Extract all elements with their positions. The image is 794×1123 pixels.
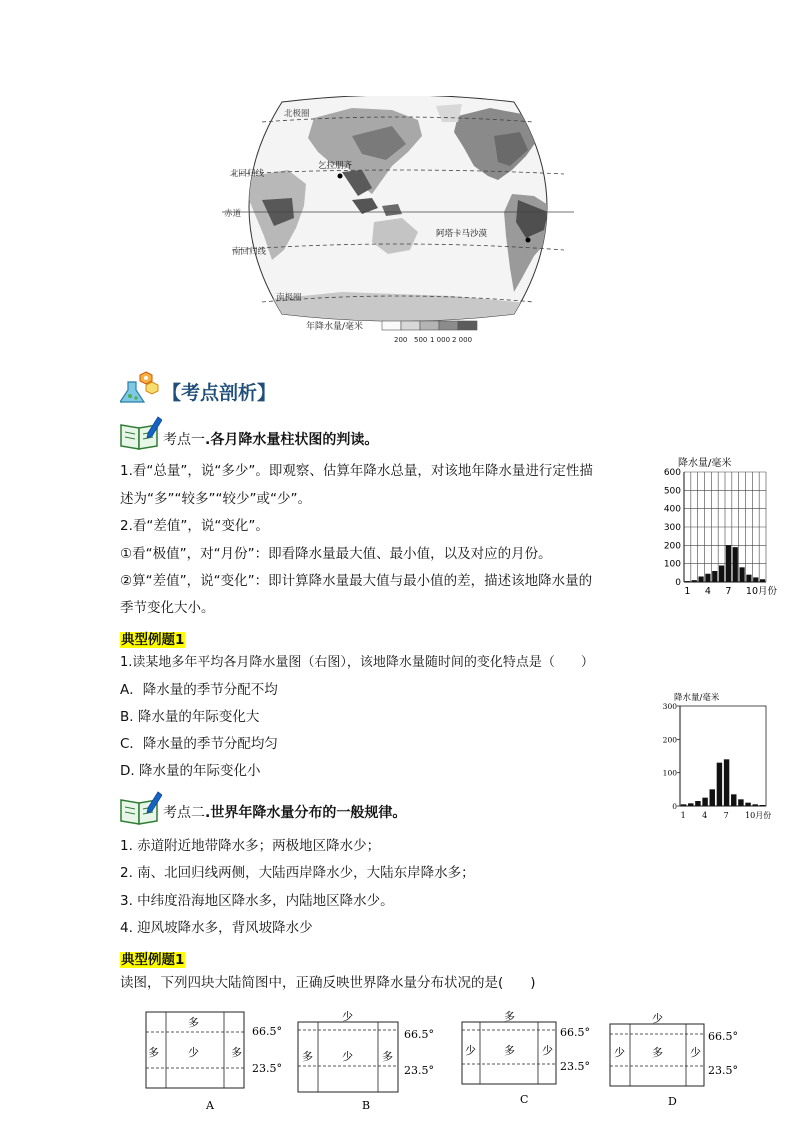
continent-a-left: 多 <box>148 1046 159 1059</box>
chart2-bar-12 <box>760 805 765 806</box>
chart2-bar-1 <box>681 804 686 806</box>
tropic-n-label: 北回归线 <box>230 169 265 179</box>
arctic-label: 北极圈 <box>284 109 310 119</box>
continent-d-lat2: 23.5° <box>708 1064 738 1077</box>
chart1-ytick-label: 400 <box>663 504 681 515</box>
chart2-ylabel: 降水量/毫米 <box>674 693 720 703</box>
chart1-bar-2 <box>692 580 697 582</box>
continent-c-left: 少 <box>465 1044 476 1057</box>
chart1-bar-10 <box>746 575 751 582</box>
legend-tick-200: 200 <box>394 336 408 344</box>
chart1-ytick-label: 0 <box>675 578 681 588</box>
chart1-xtick-label: 4 <box>704 586 711 597</box>
chart2-ytick-label: 300 <box>662 702 677 711</box>
chart2-ytick-label: 200 <box>662 735 677 745</box>
kp1-p4: ②算“差值”，说“变化”：即计算降水量最大值与最小值的差，描述该地降水量的 <box>120 573 593 589</box>
chart2-bar-8 <box>731 794 736 806</box>
kp2-item-1: 1. 赤道附近地带降水多；两极地区降水少； <box>120 838 381 854</box>
continent-c-center: 多 <box>504 1044 515 1057</box>
chart2-bar-11 <box>753 804 758 806</box>
continent-d-top: 少 <box>652 1012 663 1025</box>
option-a[interactable]: A．降水量的季节分配不均 <box>120 682 278 698</box>
continent-c-lat1: 66.5° <box>560 1026 590 1039</box>
continent-d-left: 少 <box>614 1046 625 1059</box>
kp1-heading <box>163 429 378 449</box>
chart1-bar-7 <box>726 545 731 582</box>
kp2-title: .世界年降水量分布的一般规律。 <box>205 805 407 821</box>
chart1-xtick-label: 10月份 <box>745 586 778 597</box>
continent-d-center: 多 <box>652 1046 663 1059</box>
continent-b-lat1: 66.5° <box>404 1028 434 1041</box>
kp2-item-2: 2. 南、北回归线两侧，大陆西岸降水少，大陆东岸降水多； <box>120 865 475 881</box>
option-c[interactable]: C．降水量的季节分配均匀 <box>120 736 278 752</box>
chart2-ytick-label: 100 <box>662 768 677 778</box>
continent-d[interactable] <box>610 1011 738 1108</box>
continent-c-top: 多 <box>504 1010 515 1023</box>
continent-b[interactable] <box>298 1009 434 1112</box>
continent-a-lat1: 66.5° <box>252 1025 282 1038</box>
chart1-ytick-label: 500 <box>663 486 681 497</box>
continent-c[interactable] <box>462 1010 590 1106</box>
continent-b-left: 多 <box>302 1050 313 1063</box>
atacama-marker <box>526 238 531 243</box>
legend-tick-2000: 2 000 <box>452 336 473 344</box>
chart1-bar-3 <box>698 577 703 583</box>
legend-title: 年降水量/毫米 <box>306 322 364 332</box>
kp1-lead: 考点一 <box>163 432 205 448</box>
kp1-title: .各月降水量柱状图的判读。 <box>205 432 379 448</box>
chart2-xtick-label: 7 <box>723 811 729 820</box>
chart2-xtick-label: 4 <box>702 811 708 820</box>
kp2-lead: 考点二 <box>163 805 205 821</box>
chart1-bar-1 <box>685 581 690 582</box>
kp1-p3: ①看“极值”，对“月份”：即看降水量最大值、最小值，以及对应的月份。 <box>120 546 552 562</box>
continent-b-right: 多 <box>382 1050 393 1063</box>
chart2-bar-3 <box>695 801 700 806</box>
chart1-bar-5 <box>712 571 717 582</box>
chart1-bar-4 <box>705 574 710 582</box>
continent-c-right: 少 <box>542 1044 553 1057</box>
precip-chart-2 <box>652 686 782 826</box>
antarctic-label: 南极圈 <box>276 293 302 303</box>
example2-tag: 典型例题1 <box>121 952 185 968</box>
option-b[interactable]: B. 降水量的年际变化大 <box>120 709 260 725</box>
chart1-ytick-label: 200 <box>663 541 681 552</box>
precip-chart-1 <box>652 452 782 602</box>
continent-a-right: 多 <box>231 1046 242 1059</box>
kp1-p2: 2.看“差值”，说“变化”。 <box>120 518 269 534</box>
chart2-xtick-label: 1 <box>680 811 686 820</box>
equator-label: 赤道 <box>224 209 242 219</box>
chart2-bar-7 <box>724 759 729 806</box>
continent-d-letter: D <box>668 1095 677 1108</box>
continent-c-lat2: 23.5° <box>560 1060 590 1073</box>
chart1-ytick-label: 100 <box>663 559 681 570</box>
flask-icon <box>120 368 160 408</box>
tropic-s-label: 南回归线 <box>232 247 267 257</box>
chart2-xtick-label: 10月份 <box>745 811 772 820</box>
kp1-p1: 1.看“总量”，说“多少”。即观察、估算年降水总量，对该地年降水量进行定性描 <box>120 463 593 479</box>
chart1-ytick-label: 600 <box>663 468 681 478</box>
legend-tick-500: 500 <box>414 336 428 344</box>
section-title: 【考点剖析】 <box>162 382 277 404</box>
continent-b-lat2: 23.5° <box>404 1064 434 1077</box>
chart2-bar-5 <box>710 789 715 806</box>
chart1-bar-6 <box>719 566 724 583</box>
continent-a-letter: A <box>206 1099 214 1112</box>
continent-d-right: 少 <box>690 1046 701 1059</box>
kp2-heading <box>163 802 406 822</box>
chart1-bar-11 <box>753 577 758 582</box>
continent-c-letter: C <box>520 1093 529 1106</box>
continent-a-lat2: 23.5° <box>252 1062 282 1075</box>
continent-a-center: 少 <box>188 1046 199 1059</box>
option-d[interactable]: D. 降水量的年际变化小 <box>120 763 261 779</box>
chart2-bar-4 <box>702 798 707 806</box>
chart1-xtick-label: 7 <box>725 586 732 597</box>
kp2-item-3: 3. 中纬度沿海地区降水多，内陆地区降水少。 <box>120 893 394 909</box>
chart2-bar-2 <box>688 803 693 806</box>
example1-question: 1.读某地多年平均各月降水量图（右图），该地降水量随时间的变化特点是（ ） <box>120 655 594 670</box>
cherrapunji-label: 乞拉朋齐 <box>318 161 353 171</box>
example2-question: 读图，下列四块大陆简图中，正确反映世界降水量分布状况的是( ) <box>120 975 536 991</box>
chart2-bar-9 <box>738 799 743 806</box>
chart2-ytick-label: 0 <box>672 802 677 811</box>
example1-tag: 典型例题1 <box>121 632 185 648</box>
cherrapunji-marker <box>338 174 343 179</box>
chart1-bar-12 <box>760 579 765 582</box>
continent-b-top: 少 <box>342 1010 353 1023</box>
chart1-xtick-label: 1 <box>684 586 691 597</box>
book-pencil-icon <box>118 415 162 451</box>
chart2-bar-6 <box>717 763 722 806</box>
chart2-frame <box>680 706 766 806</box>
kp2-item-4: 4. 迎风坡降水多，背风坡降水少 <box>120 920 313 936</box>
chart2-bar-10 <box>745 803 750 806</box>
book-pencil-icon <box>118 790 162 826</box>
legend-tick-1000: 1 000 <box>430 336 451 344</box>
continent-diagrams <box>140 1008 760 1116</box>
chart1-ytick-label: 300 <box>663 523 681 533</box>
continent-b-center: 少 <box>342 1050 353 1063</box>
kp1-p1b: 述为“多”“较多”“较少”或“少”。 <box>120 491 311 507</box>
chart1-ylabel: 降水量/毫米 <box>678 458 732 469</box>
continent-a[interactable] <box>146 1012 282 1112</box>
chart1-bar-9 <box>739 567 744 582</box>
kp1-p4b: 季节变化大小。 <box>120 600 215 616</box>
continent-a-top: 多 <box>188 1016 199 1029</box>
chart1-bar-8 <box>733 547 738 582</box>
continent-d-lat1: 66.5° <box>708 1030 738 1043</box>
continent-b-letter: B <box>362 1099 371 1112</box>
world-precipitation-map <box>222 96 574 346</box>
atacama-label: 阿塔卡马沙漠 <box>436 229 488 239</box>
